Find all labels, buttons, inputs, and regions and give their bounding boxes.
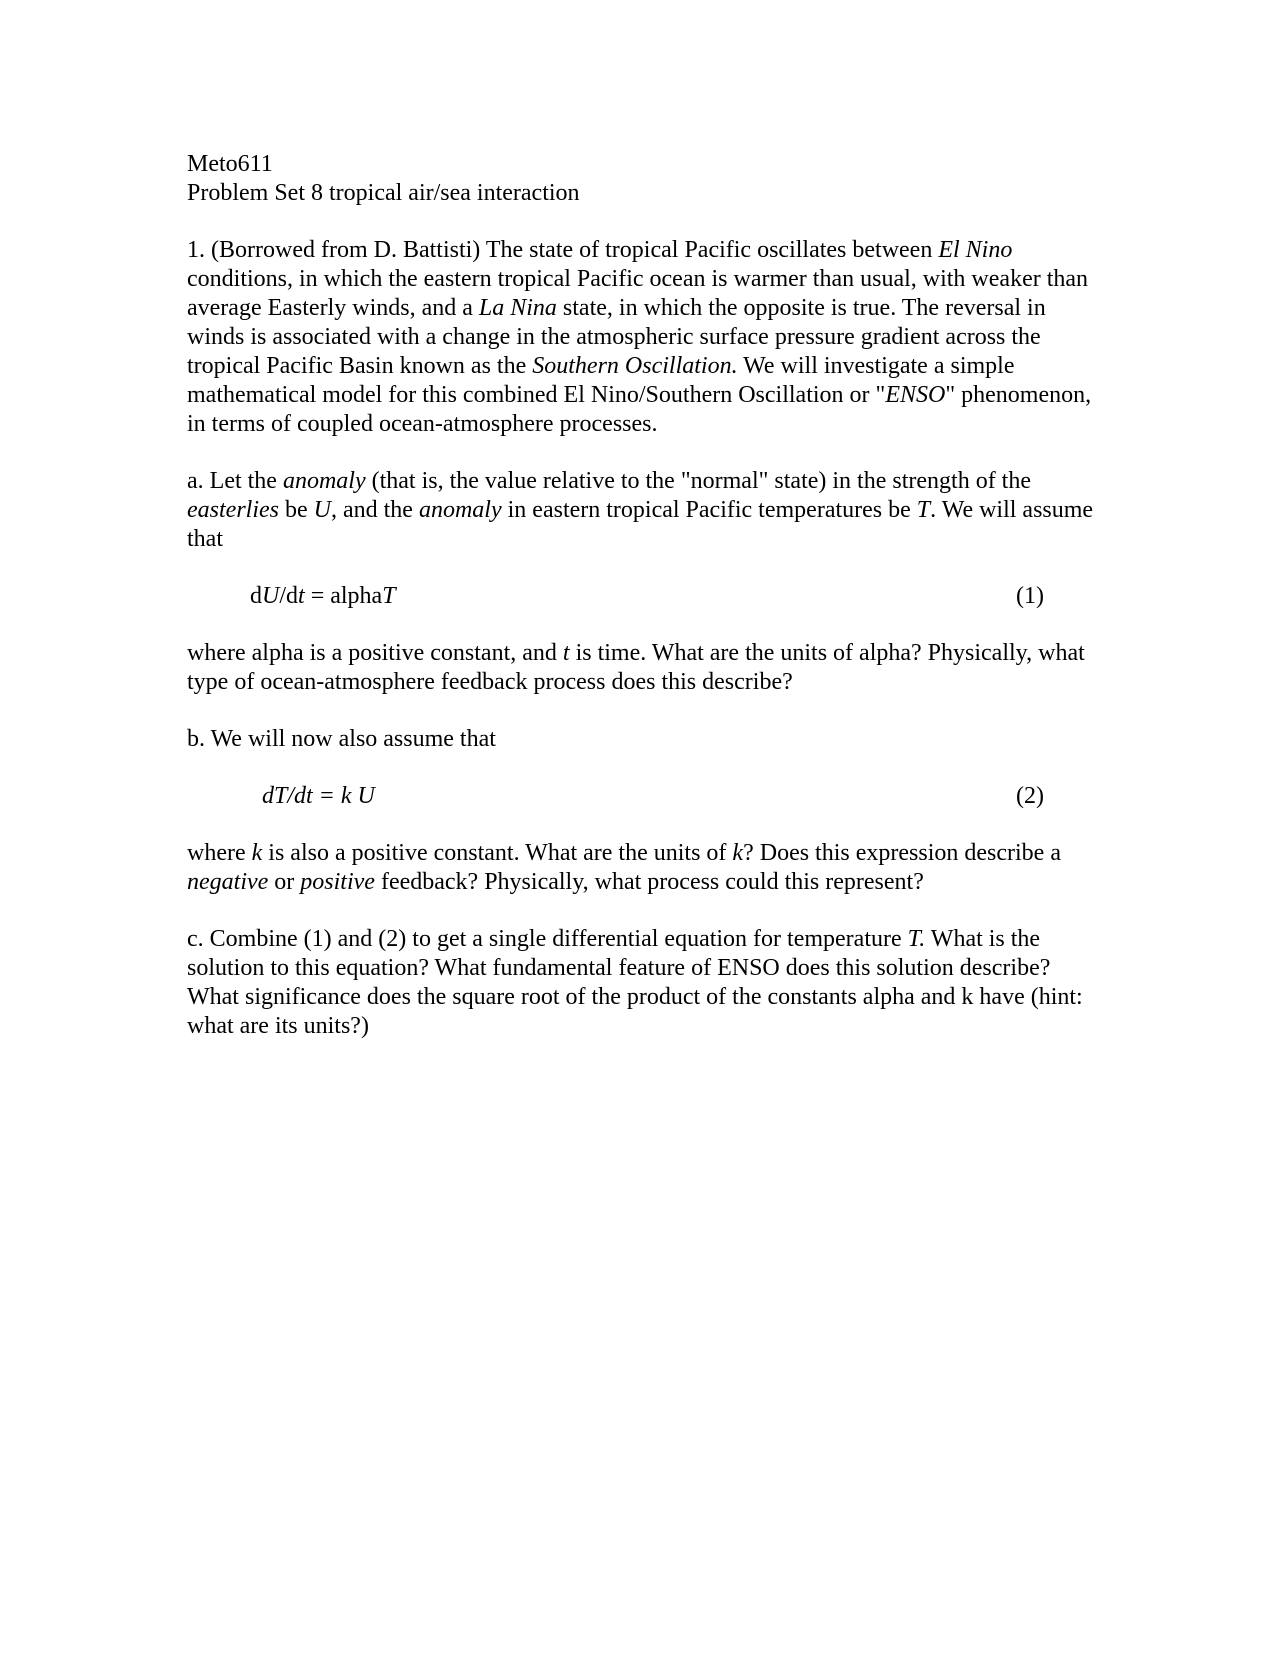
equation-2 — [187, 782, 1107, 811]
anomaly-term: anomaly — [418, 497, 502, 523]
anomaly-term: anomaly — [282, 468, 366, 494]
equation-1 — [187, 582, 1107, 611]
part-b-text: where — [187, 840, 252, 866]
eq-part: = alpha — [304, 583, 383, 609]
part-a-text: . We will assume that — [187, 497, 1094, 552]
intro-text: We will investigate a simple mathematical model for this combined El Nino/Southern Oscillation or " — [187, 353, 1015, 408]
t-variable: T — [916, 497, 931, 523]
part-a-text: , and the — [330, 497, 419, 523]
part-a-text: be — [278, 497, 314, 523]
part-b-text: or — [268, 869, 301, 895]
u-variable: U — [313, 497, 331, 523]
southern-oscillation-term: Southern Oscillation. — [532, 353, 738, 379]
equation-2-expression: dT/dt = k U — [262, 783, 375, 809]
intro-text: conditions, in which the eastern tropical Pacific ocean is warmer than usual, with weaker than average Easterly winds, and a — [187, 266, 1089, 321]
spacer — [187, 897, 1107, 925]
course-code: Meto611 — [187, 151, 273, 177]
spacer — [187, 439, 1107, 467]
enso-term: ENSO — [885, 382, 946, 408]
document-page — [187, 150, 1107, 1041]
spacer — [187, 208, 1107, 236]
part-c-text: c. Combine (1) and (2) to get a single differential equation for temperature — [187, 926, 908, 952]
part-b-question — [187, 839, 1107, 897]
k-variable: k — [251, 840, 263, 866]
negative-term: negative — [187, 869, 269, 895]
part-b-text: ? Does this expression describe a — [743, 840, 1061, 866]
part-a-text: in eastern tropical Pacific temperatures be — [501, 497, 917, 523]
t-time-variable: t — [562, 640, 570, 666]
spacer — [187, 811, 1107, 839]
equation-1-number: (1) — [1016, 583, 1044, 609]
part-a-text: where alpha is a positive constant, and — [187, 640, 563, 666]
k-variable: k — [732, 840, 744, 866]
spacer — [187, 554, 1107, 582]
part-c-paragraph — [187, 925, 1107, 1041]
part-a-paragraph — [187, 467, 1107, 554]
spacer — [187, 611, 1107, 639]
easterlies-term: easterlies — [187, 497, 279, 523]
problem-set-title: Problem Set 8 tropical air/sea interaction — [187, 180, 580, 206]
intro-text: state, in which the opposite is true. The reversal in winds is associated with a change in the atmospheric surface pressure gradient across the tropical Pacific Basin known as the — [187, 295, 1046, 379]
positive-term: positive — [300, 869, 375, 895]
eq-part: /d — [279, 583, 299, 609]
el-nino-term: El Nino — [938, 237, 1013, 263]
part-b-paragraph: b. We will now also assume that — [187, 726, 496, 752]
part-b-text: feedback? Physically, what process could this represent? — [374, 869, 924, 895]
la-nina-term: La Nina — [478, 295, 557, 321]
equation-1-expression — [250, 582, 396, 611]
equation-2-number: (2) — [1016, 783, 1044, 809]
spacer — [187, 754, 1107, 782]
t-variable: T. — [907, 926, 926, 952]
part-a-text: is time. What are the units of alpha? Physically, what type of ocean-atmosphere feedback process does this describe? — [187, 640, 1085, 695]
intro-text: " phenomenon, in terms of coupled ocean-atmosphere processes. — [187, 382, 1092, 437]
eq-part: t — [298, 583, 305, 609]
part-a-text: a. Let the — [187, 468, 283, 494]
intro-text: 1. (Borrowed from D. Battisti) The state of tropical Pacific oscillates between — [187, 237, 939, 263]
eq-part: U — [262, 583, 280, 609]
eq-part: T — [382, 583, 396, 609]
part-a-question — [187, 639, 1107, 697]
part-b-text: is also a positive constant. What are the units of — [262, 840, 733, 866]
part-a-text: (that is, the value relative to the "normal" state) in the strength of the — [365, 468, 1031, 494]
part-c-text: What is the solution to this equation? What fundamental feature of ENSO does this solution describe? What significance does the square root of the product of the constants alpha and k have (hint: what are its units?) — [187, 926, 1083, 1039]
spacer — [187, 697, 1107, 725]
eq-part: d — [250, 583, 262, 609]
intro-paragraph — [187, 236, 1107, 439]
